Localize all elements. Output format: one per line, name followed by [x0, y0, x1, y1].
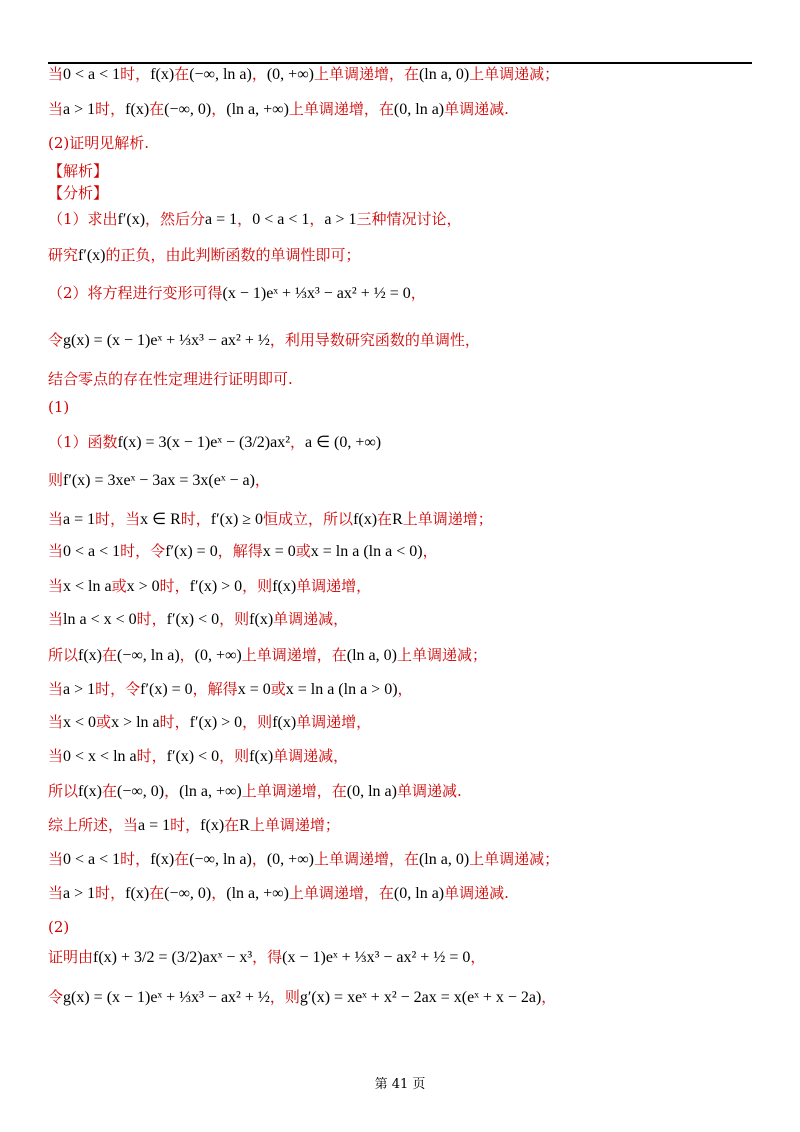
- math-expression: (ln a, 0): [418, 851, 470, 868]
- text-segment: 的正负，由此判断函数的单调性即可；: [105, 246, 361, 264]
- text-segment: 令: [48, 331, 64, 349]
- text-segment: 证明由: [48, 948, 94, 966]
- text-segment: 上单调递增，在: [313, 65, 419, 83]
- text-segment: ，得: [252, 948, 283, 966]
- text-segment: 单调递增，: [296, 713, 372, 731]
- text-line: [48, 947, 485, 968]
- text-line: [48, 99, 509, 120]
- text-line: [48, 161, 108, 181]
- math-expression: R: [392, 511, 403, 528]
- text-segment: ，利用导数研究函数的单调性，: [269, 331, 480, 349]
- math-expression: (0, ln a): [393, 885, 445, 902]
- text-segment: 或: [295, 542, 311, 560]
- math-expression: x > ln a: [111, 714, 160, 731]
- text-segment: 在: [149, 884, 165, 902]
- math-expression: a ∈ (0, +∞): [305, 434, 382, 451]
- page-number: 第 41 页: [374, 1077, 426, 1092]
- math-expression: f′(x) > 0: [189, 714, 243, 731]
- text-segment: 时，: [95, 884, 126, 902]
- text-segment: 在: [174, 850, 190, 868]
- text-line: [48, 245, 361, 266]
- text-line: [48, 369, 293, 389]
- text-segment: ，解得: [192, 680, 238, 698]
- math-expression: (0, +∞): [266, 851, 314, 868]
- text-segment: ，: [422, 542, 438, 560]
- math-expression: (0, +∞): [194, 647, 242, 664]
- text-segment: ，: [211, 100, 227, 118]
- text-segment: 上单调递减；: [469, 850, 560, 868]
- text-segment: 当: [48, 542, 64, 560]
- math-expression: (ln a, 0): [346, 647, 397, 664]
- text-segment: 时，: [136, 747, 167, 765]
- text-line: [48, 183, 108, 203]
- text-segment: 在: [102, 646, 118, 664]
- text-segment: ，: [251, 850, 267, 868]
- text-segment: 上单调递增，在: [241, 646, 347, 664]
- text-segment: 【分析】: [48, 184, 109, 202]
- math-expression: f′(x): [117, 211, 146, 228]
- text-segment: 时，: [120, 65, 151, 83]
- math-expression: (−∞, ln a): [117, 647, 180, 664]
- text-segment: ，: [541, 988, 557, 1006]
- math-expression: a = 1: [63, 511, 96, 528]
- text-segment: 上单调递增，在: [313, 850, 419, 868]
- text-segment: 当: [48, 884, 64, 902]
- text-line: [48, 781, 462, 802]
- text-line: [48, 815, 340, 836]
- math-expression: f(x) + 3/2 = (3/2)axˣ − x³: [93, 949, 253, 966]
- math-expression: f(x): [150, 66, 175, 83]
- math-expression: f′(x): [78, 247, 106, 264]
- text-segment: （2）将方程进行变形可得: [48, 284, 223, 302]
- text-segment: 单调递减，: [273, 747, 349, 765]
- math-expression: R: [239, 817, 250, 834]
- math-expression: a > 1: [63, 885, 96, 902]
- math-expression: 0 < a < 1: [63, 851, 121, 868]
- text-line: [48, 712, 371, 733]
- text-segment: ，: [254, 471, 270, 489]
- text-segment: 所以: [48, 646, 79, 664]
- math-expression: f(x): [78, 783, 102, 800]
- text-line: [48, 397, 69, 417]
- text-segment: 当: [48, 510, 64, 528]
- text-segment: 恒成立，所以: [263, 510, 354, 528]
- text-segment: (2)证明见解析.: [48, 134, 150, 152]
- text-segment: 所以: [48, 782, 79, 800]
- math-expression: a = 1: [205, 211, 238, 228]
- text-segment: 单调递减.: [396, 782, 462, 800]
- text-line: [48, 64, 559, 85]
- text-line: [48, 849, 559, 870]
- text-segment: 时，: [159, 713, 190, 731]
- text-segment: ，则: [269, 988, 300, 1006]
- text-line: [48, 679, 413, 700]
- math-expression: f(x): [353, 511, 378, 528]
- math-expression: g(x) = (x − 1)eˣ + ⅓x³ − ax² + ½: [63, 332, 270, 349]
- text-line: [48, 917, 69, 937]
- text-line: [48, 432, 381, 453]
- text-line: [48, 987, 556, 1008]
- math-expression: a = 1: [138, 817, 171, 834]
- math-expression: f′(x) < 0: [166, 748, 220, 765]
- text-line: [48, 576, 371, 597]
- math-expression: f(x): [125, 101, 150, 118]
- text-segment: 在: [174, 65, 190, 83]
- math-expression: (−∞, 0): [117, 783, 165, 800]
- text-segment: 时，: [95, 100, 126, 118]
- text-segment: 令: [48, 988, 64, 1006]
- text-segment: 上单调递增；: [402, 510, 493, 528]
- text-segment: 在: [149, 100, 165, 118]
- text-segment: 上单调递增，在: [288, 100, 394, 118]
- math-expression: x = ln a (ln a < 0): [310, 543, 423, 560]
- math-expression: (−∞, ln a): [189, 851, 252, 868]
- text-segment: (1): [48, 398, 70, 416]
- math-expression: f′(x) > 0: [189, 578, 243, 595]
- math-expression: f′(x) < 0: [166, 611, 220, 628]
- math-expression: a > 1: [63, 101, 96, 118]
- text-segment: ，: [470, 948, 486, 966]
- text-segment: 时，当: [95, 510, 141, 528]
- math-expression: f(x): [150, 851, 175, 868]
- math-expression: x = 0: [262, 543, 296, 560]
- math-expression: 0 < a < 1: [63, 66, 121, 83]
- math-expression: 0 < x < ln a: [63, 748, 137, 765]
- text-segment: ，: [164, 782, 180, 800]
- math-expression: f(x): [200, 817, 225, 834]
- text-segment: ，则: [242, 577, 273, 595]
- math-expression: f′(x) = 0: [165, 543, 218, 560]
- text-segment: ，: [289, 433, 305, 451]
- text-segment: 单调递减，: [273, 610, 349, 628]
- math-expression: (ln a, +∞): [226, 101, 289, 118]
- text-segment: 单调递减.: [444, 100, 509, 118]
- text-line: [48, 645, 487, 666]
- text-segment: 当: [48, 680, 64, 698]
- math-expression: f′(x) = 3xeˣ − 3ax = 3x(eˣ − a): [63, 472, 255, 489]
- text-segment: 时，: [170, 816, 201, 834]
- text-segment: 时，: [180, 510, 211, 528]
- text-segment: 则: [48, 471, 64, 489]
- text-segment: 当: [48, 65, 64, 83]
- math-expression: x = ln a (ln a > 0): [285, 681, 398, 698]
- math-expression: 0 < a < 1: [252, 211, 310, 228]
- text-segment: ，: [179, 646, 195, 664]
- math-expression: (−∞, 0): [164, 885, 212, 902]
- math-expression: (−∞, ln a): [189, 66, 252, 83]
- math-expression: g(x) = (x − 1)eˣ + ⅓x³ − ax² + ½: [63, 989, 270, 1006]
- text-line: [48, 883, 509, 904]
- math-expression: x > 0: [126, 578, 160, 595]
- text-segment: 上单调递减；: [396, 646, 487, 664]
- text-segment: （1）函数: [48, 433, 118, 451]
- text-segment: ，则: [219, 747, 250, 765]
- text-segment: 三种情况讨论，: [356, 210, 462, 228]
- text-segment: 当: [48, 713, 64, 731]
- text-segment: 或: [111, 577, 127, 595]
- text-segment: 上单调递减；: [469, 65, 560, 83]
- text-segment: 当: [48, 747, 64, 765]
- text-segment: 在: [224, 816, 240, 834]
- math-expression: f(x): [272, 578, 297, 595]
- text-segment: ，: [410, 284, 426, 302]
- text-segment: 上单调递增，在: [288, 884, 394, 902]
- text-segment: 研究: [48, 246, 79, 264]
- text-segment: 综上所述，当: [48, 816, 139, 834]
- math-expression: x < 0: [63, 714, 97, 731]
- text-segment: 在: [377, 510, 393, 528]
- math-expression: x < ln a: [63, 578, 112, 595]
- text-segment: (2): [48, 918, 70, 936]
- text-segment: 或: [96, 713, 112, 731]
- text-line: [48, 746, 348, 767]
- math-expression: (x − 1)eˣ + ⅓x³ − ax² + ½ = 0: [282, 949, 471, 966]
- math-expression: f(x): [78, 647, 102, 664]
- text-line: [48, 283, 426, 304]
- text-segment: ，则: [219, 610, 250, 628]
- text-segment: 时，: [159, 577, 190, 595]
- text-line: [48, 209, 462, 230]
- text-line: [48, 470, 270, 491]
- text-segment: 时，: [120, 850, 151, 868]
- text-segment: 结合零点的存在性定理进行证明即可.: [48, 370, 293, 388]
- text-segment: ，解得: [217, 542, 263, 560]
- text-segment: 当: [48, 577, 64, 595]
- text-segment: ，: [237, 210, 253, 228]
- math-expression: g′(x) = xeˣ + x² − 2ax = x(eˣ + x − 2a): [299, 989, 542, 1006]
- text-line: [48, 330, 480, 351]
- math-expression: (0, ln a): [393, 101, 445, 118]
- math-expression: f(x): [249, 611, 274, 628]
- text-segment: 单调递减.: [444, 884, 509, 902]
- text-segment: 在: [102, 782, 118, 800]
- math-expression: f(x): [272, 714, 297, 731]
- text-segment: 时，: [136, 610, 167, 628]
- text-line: [48, 541, 438, 562]
- math-expression: a > 1: [63, 681, 96, 698]
- text-segment: 【解析】: [48, 162, 109, 180]
- text-segment: 上单调递增，在: [241, 782, 347, 800]
- math-expression: f′(x) ≥ 0: [210, 511, 264, 528]
- text-segment: ，: [251, 65, 267, 83]
- math-expression: x ∈ R: [140, 511, 181, 528]
- math-expression: f(x): [249, 748, 274, 765]
- math-expression: (0, ln a): [346, 783, 397, 800]
- text-segment: 上单调递增；: [249, 816, 340, 834]
- text-segment: 或: [270, 680, 286, 698]
- text-segment: 单调递增，: [296, 577, 372, 595]
- text-segment: 时，令: [120, 542, 166, 560]
- text-line: [48, 133, 149, 153]
- text-segment: ，然后分: [145, 210, 206, 228]
- math-expression: (x − 1)eˣ + ⅓x³ − ax² + ½ = 0: [222, 285, 411, 302]
- text-segment: ，则: [242, 713, 273, 731]
- text-segment: （1）求出: [48, 210, 118, 228]
- math-expression: ln a < x < 0: [63, 611, 137, 628]
- math-expression: x = 0: [237, 681, 271, 698]
- text-line: [48, 609, 348, 630]
- math-expression: a > 1: [324, 211, 357, 228]
- math-expression: (ln a, +∞): [179, 783, 242, 800]
- text-segment: ，: [309, 210, 325, 228]
- math-expression: f(x): [125, 885, 150, 902]
- text-segment: 当: [48, 100, 64, 118]
- math-expression: (−∞, 0): [164, 101, 212, 118]
- math-expression: f(x) = 3(x − 1)eˣ − (3/2)ax²: [117, 434, 290, 451]
- math-expression: (0, +∞): [266, 66, 314, 83]
- math-expression: f′(x) = 0: [140, 681, 193, 698]
- math-expression: (ln a, +∞): [226, 885, 289, 902]
- text-segment: 时，令: [95, 680, 141, 698]
- text-segment: 当: [48, 850, 64, 868]
- math-expression: (ln a, 0): [418, 66, 470, 83]
- text-line: [48, 509, 493, 530]
- text-segment: ，: [397, 680, 413, 698]
- text-segment: ，: [211, 884, 227, 902]
- math-expression: 0 < a < 1: [63, 543, 121, 560]
- text-segment: 当: [48, 610, 64, 628]
